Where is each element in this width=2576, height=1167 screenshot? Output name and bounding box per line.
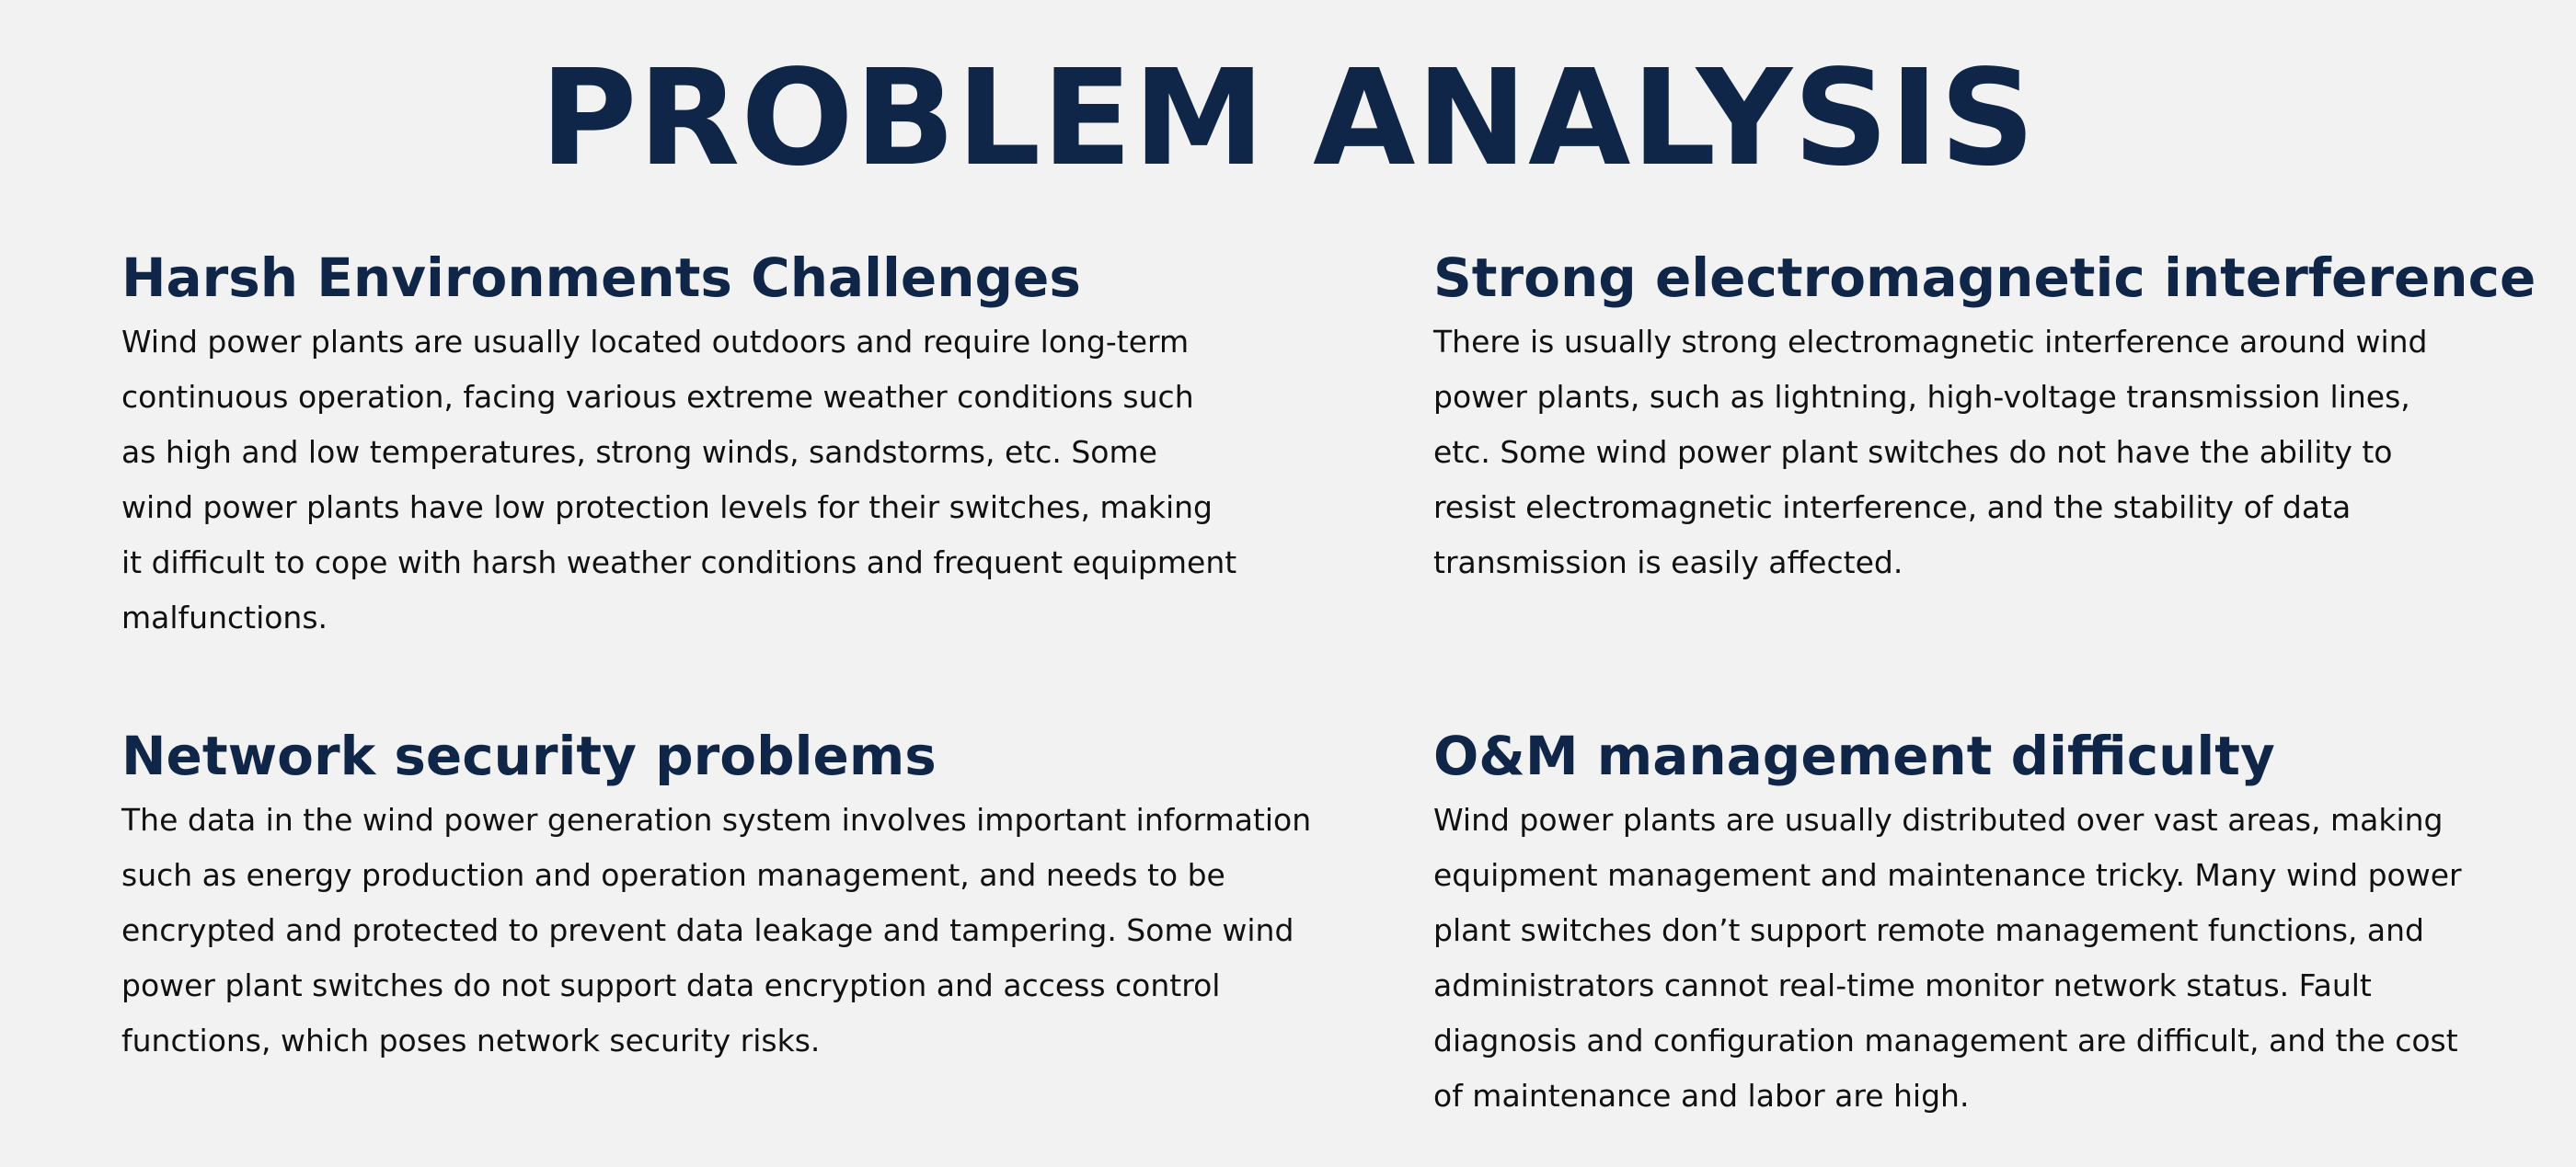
page-title: PROBLEM ANALYSIS [539, 40, 2037, 195]
body-line: diagnosis and configuration management are difficult, and the cost [1433, 1023, 2458, 1058]
section-body [1433, 315, 2576, 590]
section-heading: Network security problems [121, 725, 937, 787]
body-line: of maintenance and labor are high. [1433, 1078, 1970, 1114]
section-heading: Strong electromagnetic interference [1433, 246, 2536, 309]
section-body [1433, 793, 2576, 1124]
body-line: encrypted and protected to prevent data leakage and tampering. Some wind [121, 912, 1294, 948]
body-line: The data in the wind power generation system involves important information [121, 802, 1312, 838]
section-body [121, 793, 1336, 1069]
body-line: administrators cannot real-time monitor network status. Fault [1433, 967, 2372, 1003]
body-line: malfunctions. [121, 600, 328, 635]
section-electromagnetic-interference [1433, 241, 2576, 590]
body-line: continuous operation, facing various extreme weather conditions such [121, 379, 1194, 415]
body-line: as high and low temperatures, strong winds, sandstorms, etc. Some [121, 434, 1157, 470]
section-heading: O&M management difficulty [1433, 725, 2275, 787]
body-line: wind power plants have low protection levels for their switches, making [121, 489, 1213, 525]
section-harsh-environments [121, 241, 1336, 646]
body-line: power plants, such as lightning, high-voltage transmission lines, [1433, 379, 2410, 415]
body-line: resist electromagnetic interference, and the stability of data [1433, 489, 2352, 525]
body-line: such as energy production and operation management, and needs to be [121, 857, 1225, 893]
body-line: Wind power plants are usually distributed over vast areas, making [1433, 802, 2444, 838]
body-line: etc. Some wind power plant switches do not have the ability to [1433, 434, 2393, 470]
section-heading: Harsh Environments Challenges [121, 246, 1081, 309]
body-line: functions, which poses network security risks. [121, 1023, 821, 1058]
body-line: it difficult to cope with harsh weather conditions and frequent equipment [121, 544, 1237, 580]
body-line: plant switches don’t support remote management functions, and [1433, 912, 2424, 948]
body-line: transmission is easily affected. [1433, 544, 1903, 580]
section-om-management [1433, 719, 2576, 1124]
section-network-security [121, 719, 1336, 1069]
body-line: equipment management and maintenance tricky. Many wind power [1433, 857, 2462, 893]
section-body [121, 315, 1336, 646]
body-line: Wind power plants are usually located outdoors and require long-term [121, 324, 1190, 360]
body-line: power plant switches do not support data encryption and access control [121, 967, 1221, 1003]
body-line: There is usually strong electromagnetic interference around wind [1433, 324, 2428, 360]
